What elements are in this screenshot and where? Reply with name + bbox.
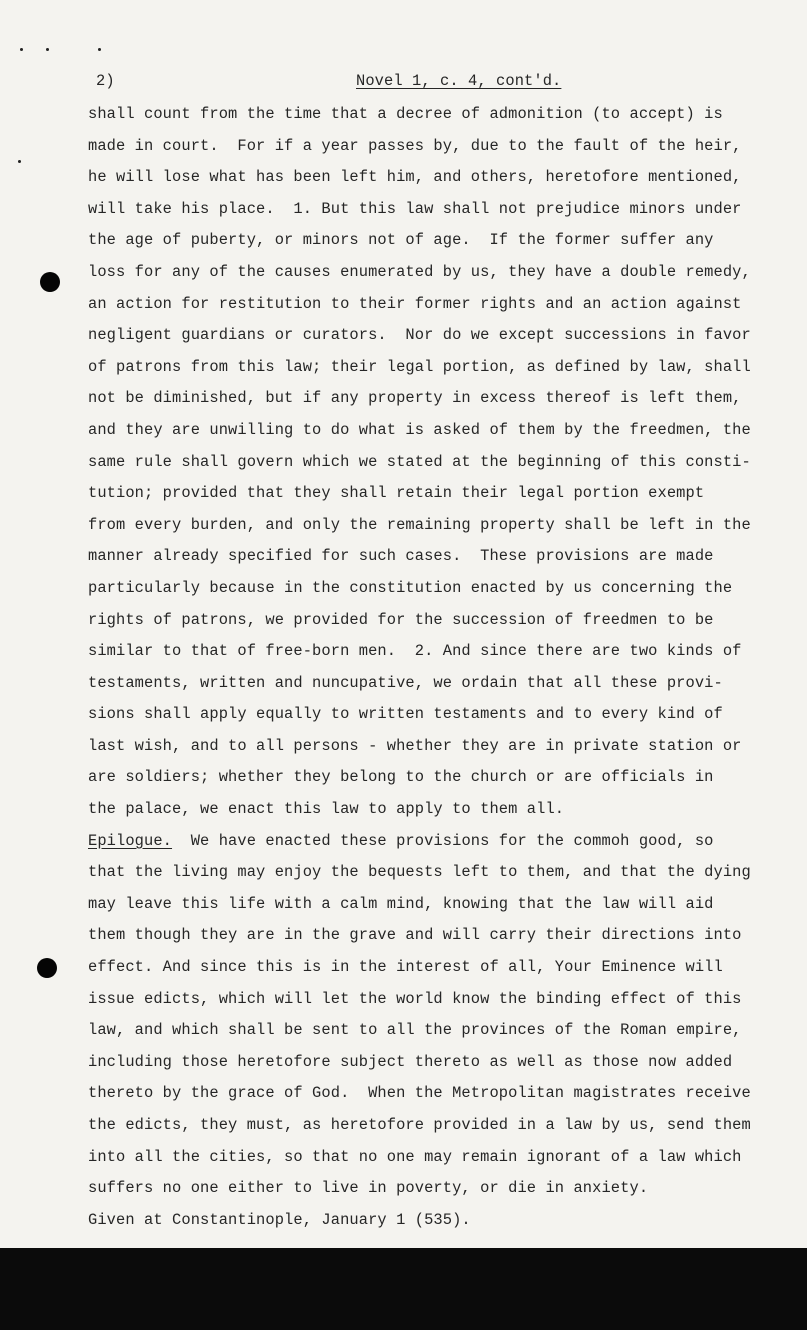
text-line-content: may leave this life with a calm mind, knowing that the law will aid bbox=[88, 894, 714, 913]
text-line-content: the palace, we enact this law to apply to them all. bbox=[88, 800, 565, 819]
text-line-content: issue edicts, which will let the world know the binding effect of this bbox=[88, 989, 742, 1008]
text-line bbox=[88, 797, 798, 829]
text-line-content: will take his place. 1. But this law shall not prejudice minors under bbox=[88, 199, 742, 218]
text-line bbox=[88, 765, 798, 797]
text-line-content: the edicts, they must, as heretofore provided in a law by us, send them bbox=[88, 1116, 751, 1134]
text-line bbox=[88, 671, 798, 703]
text-line bbox=[88, 260, 798, 292]
text-line bbox=[88, 228, 798, 260]
text-line-content: law, and which shall be sent to all the provinces of the Roman empire, bbox=[88, 1021, 742, 1040]
text-line bbox=[88, 829, 798, 861]
punch-hole bbox=[40, 272, 60, 292]
text-line bbox=[88, 355, 798, 387]
text-line-content: are soldiers; whether they belong to the church or are officials in bbox=[88, 768, 714, 787]
text-line-content: loss for any of the causes enumerated by us, they have a double remedy, bbox=[88, 262, 751, 281]
text-line bbox=[88, 1018, 798, 1050]
scan-speck bbox=[46, 48, 49, 51]
scan-speck bbox=[98, 48, 101, 51]
text-line-content: tution; provided that they shall retain their legal portion exempt bbox=[88, 484, 705, 503]
text-line bbox=[88, 987, 798, 1019]
text-line-content: sions shall apply equally to written testaments and to every kind of bbox=[88, 705, 723, 724]
text-line bbox=[88, 639, 798, 671]
text-line-content: the age of puberty, or minors not of age. If the former suffer any bbox=[88, 231, 714, 250]
text-line-content: similar to that of free-born men. 2. And since there are two kinds of bbox=[88, 642, 742, 661]
text-line bbox=[88, 102, 798, 134]
text-line bbox=[88, 165, 798, 197]
text-line-content: manner already specified for such cases. These provisions are made bbox=[88, 547, 714, 566]
text-line-content: and they are unwilling to do what is asked of them by the freedmen, the bbox=[88, 420, 751, 439]
text-line bbox=[88, 608, 798, 640]
text-line-content: into all the cities, so that no one may remain ignorant of a law which bbox=[88, 1147, 742, 1166]
text-line-content: negligent guardians or curators. Nor do we except successions in favor bbox=[88, 326, 751, 345]
text-line bbox=[88, 955, 798, 987]
text-line-content: testaments, written and nuncupative, we ordain that all these provi- bbox=[88, 673, 723, 692]
text-line bbox=[88, 292, 798, 324]
text-line bbox=[88, 892, 798, 924]
scan-bottom-margin bbox=[0, 1248, 807, 1330]
text-line bbox=[88, 860, 798, 892]
text-line bbox=[88, 734, 798, 766]
text-line-content: that the living may enjoy the bequests left to them, and that the dying bbox=[88, 863, 751, 882]
text-line bbox=[88, 1113, 798, 1145]
text-line bbox=[88, 418, 798, 450]
text-line-content: shall count from the time that a decree of admonition (to accept) is bbox=[88, 105, 723, 123]
text-line-content: last wish, and to all persons - whether they are in private station or bbox=[88, 736, 742, 755]
text-line bbox=[88, 1050, 798, 1082]
text-line bbox=[88, 1145, 798, 1177]
punch-hole bbox=[37, 958, 57, 978]
text-line bbox=[88, 386, 798, 418]
text-line-content: an action for restitution to their former rights and an action against bbox=[88, 294, 742, 313]
text-line-content: including those heretofore subject thereto as well as those now added bbox=[88, 1052, 733, 1071]
text-line-content: made in court. For if a year passes by, due to the fault of the heir, bbox=[88, 136, 742, 155]
text-line-content: them though they are in the grave and will carry their directions into bbox=[88, 926, 742, 945]
body-text bbox=[88, 102, 798, 1239]
scan-speck bbox=[18, 160, 21, 163]
text-line bbox=[88, 134, 798, 166]
text-line bbox=[88, 481, 798, 513]
text-line-content: not be diminished, but if any property in excess thereof is left them, bbox=[88, 389, 742, 408]
text-line-content: of patrons from this law; their legal portion, as defined by law, shall bbox=[88, 357, 751, 376]
text-line-content: he will lose what has been left him, and others, heretofore mentioned, bbox=[88, 168, 742, 187]
text-line bbox=[88, 197, 798, 229]
text-line bbox=[88, 576, 798, 608]
text-line-content: suffers no one either to live in poverty, or die in anxiety. bbox=[88, 1179, 649, 1198]
text-line-content: We have enacted these provisions for the commoh good, so bbox=[172, 831, 714, 850]
text-line-content: thereto by the grace of God. When the Metropolitan magistrates receive bbox=[88, 1084, 751, 1103]
page-number: 2) bbox=[96, 72, 115, 90]
text-line bbox=[88, 323, 798, 355]
text-line bbox=[88, 544, 798, 576]
dateline: Given at Constantinople, January 1 (535). bbox=[88, 1210, 471, 1229]
text-line-content: rights of patrons, we provided for the succession of freedmen to be bbox=[88, 610, 714, 629]
scan-speck bbox=[20, 48, 23, 51]
text-line bbox=[88, 1081, 798, 1113]
text-line bbox=[88, 702, 798, 734]
text-line-content: particularly because in the constitution enacted by us concerning the bbox=[88, 578, 733, 597]
text-line-content: effect. And since this is in the interest of all, Your Eminence will bbox=[88, 958, 723, 977]
text-line bbox=[88, 923, 798, 955]
text-line bbox=[88, 513, 798, 545]
text-line bbox=[88, 450, 798, 482]
text-line-content: from every burden, and only the remaining property shall be left in the bbox=[88, 515, 751, 534]
epilogue-heading: Epilogue. bbox=[88, 831, 173, 850]
text-line-content: same rule shall govern which we stated at the beginning of this consti- bbox=[88, 452, 751, 471]
running-head: Novel 1, c. 4, cont'd. bbox=[356, 72, 562, 90]
text-line bbox=[88, 1176, 798, 1208]
